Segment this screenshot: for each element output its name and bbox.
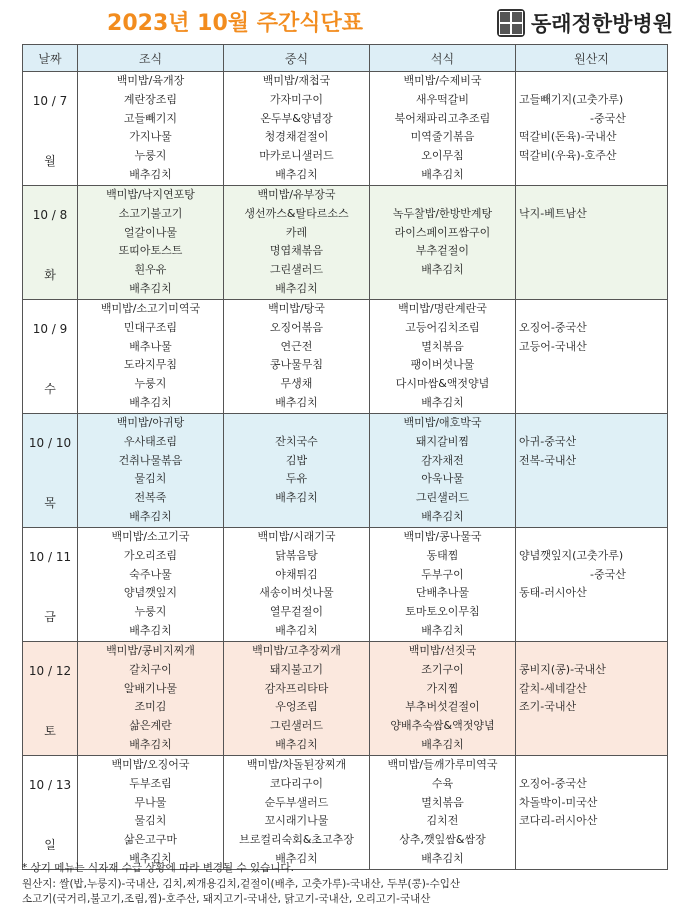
menu-item: 생선까스&탈타르소스 [244,206,349,220]
menu-item: 배추김치 [129,395,172,409]
breakfast-cell [78,642,224,756]
origin-item [516,186,667,205]
origin-item: 고등어-국내산 [519,339,587,353]
origin-item: 갈치-세네갈산 [519,681,587,695]
origin-item: 동태-러시아산 [519,586,587,600]
menu-item: 백미밥/콩비지찌개 [106,644,195,657]
column-header-date: 날짜 [23,45,78,72]
date-cell [23,756,78,870]
menu-item: 브로컬리숙회&초고추장 [239,833,354,847]
footnote-origin-1: 원산지: 쌀(밥,누룽지)-국내산, 김치,찌개용김치,겉절이(배추, 고춧가루)-국내산, 두부(콩)-수입산 [22,877,461,890]
menu-item: 부추버섯겉절이 [405,700,480,714]
menu-item: 누룽지 [134,605,167,619]
menu-item: 배추김치 [129,281,172,295]
menu-item: 감자채전 [421,453,464,467]
origin-item: 코다리-러시아산 [519,814,598,828]
menu-item: 백미밥/고추장찌개 [252,644,341,657]
menu-item: 배추김치 [129,851,172,865]
origin-item [516,642,667,661]
menu-item: 물김치 [134,472,167,486]
hospital-branding [497,8,673,38]
footnote-origin-2: 소고기(국거리,불고기,조림,찜)-호주산, 돼지고기-국내산, 닭고기-국내산, 오리고기-국내산 [22,893,431,905]
menu-item: 누룽지 [134,377,167,391]
menu-item: 도라지무침 [123,358,178,372]
lunch-cell [224,300,370,414]
dinner-cell [370,528,516,642]
weekday-label: 수 [44,382,56,396]
lunch-cell [224,756,370,870]
menu-item: 그린샐러드 [415,491,470,505]
menu-item: 배추김치 [129,737,172,751]
menu-item: 콩나물무침 [269,358,324,372]
menu-item: 백미밥/탕국 [268,302,325,315]
origin-item: 오징어-중국산 [519,320,587,334]
menu-item: 물김치 [134,814,167,828]
date-cell [23,186,78,300]
weekday-label: 일 [44,838,56,852]
origin-cell [516,528,668,642]
menu-item: 녹두찰밥/한방반계탕 [392,206,493,220]
date-label: 10 / 11 [28,550,72,564]
weekday-label: 목 [44,496,56,510]
origin-cell [516,72,668,186]
menu-item: 토마토오이무침 [405,605,480,619]
menu-item: 백미밥/소고기미역국 [100,302,201,315]
weekday-label: 화 [44,268,56,282]
footnote-change-notice: * 상기 메뉴는 식자재 수급 상황에 따라 변경될 수 있습니다. [22,862,294,874]
menu-item: 백미밥/차돌된장찌개 [246,758,347,771]
menu-item: 또띠아토스트 [118,244,183,258]
menu-item: 전복죽 [134,491,167,505]
menu-item: 돼지불고기 [269,662,324,676]
origin-item: 고들빼기지(고춧가루) [519,92,624,106]
origin-item [516,528,667,547]
menu-item: 백미밥/재첩국 [262,74,331,87]
menu-item: 우엉조림 [275,700,318,714]
origin-cell [516,186,668,300]
origin-item: 콩비지(콩)-국내산 [519,662,606,676]
breakfast-cell [78,186,224,300]
menu-item: 백미밥/소고기국 [111,530,190,543]
menu-item: 상추,깻잎쌈&쌈장 [399,833,486,847]
table-body [23,72,668,870]
dinner-cell [370,642,516,756]
origin-item [516,72,667,91]
menu-item: 라이스페이프쌈구이 [394,225,491,239]
menu-item: 다시마쌈&액젓양념 [395,377,490,391]
menu-item: 가오리조림 [123,548,178,562]
table-row [23,756,668,870]
menu-item: 백미밥/육개장 [116,74,185,87]
origin-item: 전복-국내산 [519,453,577,467]
menu-item: 배추김치 [275,167,318,181]
menu-item: 수육 [431,776,454,790]
menu-item: 야채튀김 [275,567,318,581]
menu-item: 양념깻잎지 [123,586,178,600]
menu-item: 백미밥/들깨가루미역국 [387,758,498,771]
menu-item: 연근전 [280,339,313,353]
menu-item: 순두부샐러드 [264,795,329,809]
menu-item: 두유 [285,472,308,486]
breakfast-cell [78,300,224,414]
menu-item: 두부조림 [129,776,172,790]
hospital-logo-icon [497,9,525,37]
menu-item: 흰우유 [134,263,167,277]
menu-item: 백미밥/명란계란국 [398,302,487,315]
menu-item: 잔치국수 [275,434,318,448]
origin-item: 낙지-베트남산 [519,206,587,220]
weekday-label: 금 [44,610,56,624]
table-row [23,186,668,300]
menu-item: 백미밥/낙지연포탕 [106,188,195,201]
dinner-cell [370,300,516,414]
menu-item: 그린샐러드 [269,263,324,277]
menu-item: 멸치볶음 [421,795,464,809]
menu-item: 배추김치 [421,851,464,865]
date-label: 10 / 13 [28,778,72,792]
table-row [23,300,668,414]
origin-item [516,756,667,775]
menu-item: 배추김치 [275,281,318,295]
menu-item: 명엽채볶음 [269,244,324,258]
breakfast-cell [78,72,224,186]
menu-item: 부추겉절이 [415,244,470,258]
menu-item: 미역줄기볶음 [410,130,475,144]
date-label: 10 / 7 [32,94,68,108]
menu-item: 배추김치 [275,395,318,409]
menu-item: 카레 [285,225,308,239]
origin-item: -중국산 [590,567,626,581]
menu-item: 백미밥/콩나물국 [403,530,482,543]
lunch-cell [224,528,370,642]
table-header-row [23,45,668,72]
dinner-cell [370,756,516,870]
menu-item: 열무겉절이 [269,605,324,619]
menu-item: 아욱나물 [421,472,464,486]
origin-item: 오징어-중국산 [519,776,587,790]
menu-item [224,414,369,433]
origin-item: 떡갈비(우육)-호주산 [519,149,617,163]
lunch-cell [224,72,370,186]
menu-item: 누룽지 [134,149,167,163]
menu-item: 민대구조림 [123,320,178,334]
origin-item: 차돌박이-미국산 [519,795,598,809]
breakfast-cell [78,756,224,870]
menu-item: 단배추나물 [415,586,470,600]
breakfast-cell [78,528,224,642]
table-row [23,528,668,642]
menu-item: 배추김치 [421,623,464,637]
menu-item: 건취나물볶음 [118,453,183,467]
menu-item: 조미김 [134,700,167,714]
date-label: 10 / 12 [28,664,72,678]
column-header-lunch: 중식 [224,45,370,72]
menu-item: 백미밥/시래기국 [257,530,336,543]
menu-item: 무생채 [280,377,313,391]
column-header-breakfast: 조식 [78,45,224,72]
menu-item: 코다리구이 [269,776,324,790]
menu-item: 양배추숙쌈&액젓양념 [390,719,495,733]
lunch-cell [224,186,370,300]
origin-item: 양념깻잎지(고춧가루) [519,548,624,562]
menu-item: 온두부&양념장 [260,111,333,125]
menu-item: 김밥 [285,453,308,467]
menu-item: 백미밥/애호박국 [403,416,482,429]
menu-item: 조기구이 [421,662,464,676]
origin-cell [516,756,668,870]
dinner-cell [370,186,516,300]
menu-item: 우사태조림 [123,434,178,448]
menu-item: 백미밥/오징어국 [111,758,190,771]
menu-item: 백미밥/선짓국 [408,644,477,657]
menu-item: 마카로니샐러드 [259,149,334,163]
table-row [23,72,668,186]
menu-item: 가지찜 [426,681,459,695]
menu-item: 배추김치 [421,395,464,409]
menu-item: 오이무침 [421,149,464,163]
menu-item: 배추김치 [129,167,172,181]
footnotes [22,861,672,908]
table-row [23,414,668,528]
date-cell [23,528,78,642]
menu-item: 고들빼기지 [123,111,178,125]
menu-item: 백미밥/유부장국 [257,188,336,201]
menu-item: 닭볶음탕 [275,548,318,562]
menu-item: 삶은고구마 [123,833,178,847]
menu-item: 감자프리타타 [264,681,329,695]
menu-item: 새송이버섯나물 [259,586,334,600]
menu-item: 배추김치 [421,263,464,277]
origin-item: 떡갈비(돈육)-국내산 [519,130,617,144]
menu-item: 두부구이 [421,567,464,581]
page-title: 2023년 10월 주간식단표 [107,11,363,36]
origin-item: 아귀-중국산 [519,434,577,448]
menu-item [370,186,515,205]
menu-item: 배추김치 [275,737,318,751]
menu-item: 배추김치 [129,509,172,523]
menu-item: 배추김치 [421,737,464,751]
date-label: 10 / 9 [32,322,68,336]
menu-item: 얼갈이나물 [123,225,178,239]
menu-item: 그린샐러드 [269,719,324,733]
menu-item: 배추나물 [129,339,172,353]
menu-item: 배추김치 [275,623,318,637]
weekday-label: 월 [44,154,56,168]
column-header-dinner: 석식 [370,45,516,72]
date-cell [23,300,78,414]
origin-cell [516,300,668,414]
dinner-cell [370,414,516,528]
origin-item: 조기-국내산 [519,700,577,714]
lunch-cell [224,414,370,528]
menu-item: 청경채겉절이 [264,130,329,144]
menu-item: 소고기불고기 [118,206,183,220]
weekly-menu-table [22,44,668,870]
origin-item: -중국산 [590,111,626,125]
origin-cell [516,642,668,756]
menu-item: 팽이버섯나물 [410,358,475,372]
menu-item: 돼지갈비찜 [415,434,470,448]
menu-item: 동태찜 [426,548,459,562]
menu-item: 김치전 [426,814,459,828]
column-header-origin: 원산지 [516,45,668,72]
origin-item [516,414,667,433]
weekday-label: 토 [44,724,56,738]
menu-item: 꼬시래기나물 [264,814,329,828]
date-label: 10 / 10 [28,436,72,450]
menu-item: 백미밥/아귀탕 [116,416,185,429]
origin-cell [516,414,668,528]
origin-item [516,300,667,319]
lunch-cell [224,642,370,756]
menu-item: 오징어볶음 [269,320,324,334]
menu-item: 북어채파리고추조림 [394,111,491,125]
menu-item: 고등어김치조림 [405,320,480,334]
menu-item: 백미밥/수제비국 [403,74,482,87]
menu-item: 갈치구이 [129,662,172,676]
breakfast-cell [78,414,224,528]
menu-item: 삶은계란 [129,719,172,733]
menu-item: 배추김치 [275,851,318,865]
menu-item: 배추김치 [421,167,464,181]
menu-item: 무나물 [134,795,167,809]
date-cell [23,72,78,186]
menu-item: 배추김치 [275,491,318,505]
menu-item: 계란장조림 [123,92,178,106]
menu-item: 가자미구이 [269,92,324,106]
date-label: 10 / 8 [32,208,68,222]
menu-item: 멸치볶음 [421,339,464,353]
menu-item: 숙주나물 [129,567,172,581]
date-cell [23,414,78,528]
menu-item: 새우떡갈비 [415,92,470,106]
menu-item: 배추김치 [421,509,464,523]
menu-item: 알배기나물 [123,681,178,695]
dinner-cell [370,72,516,186]
hospital-name: 동래정한방병원 [530,12,673,36]
date-cell [23,642,78,756]
table-row [23,642,668,756]
menu-item: 배추김치 [129,623,172,637]
menu-item: 가지나물 [129,130,172,144]
